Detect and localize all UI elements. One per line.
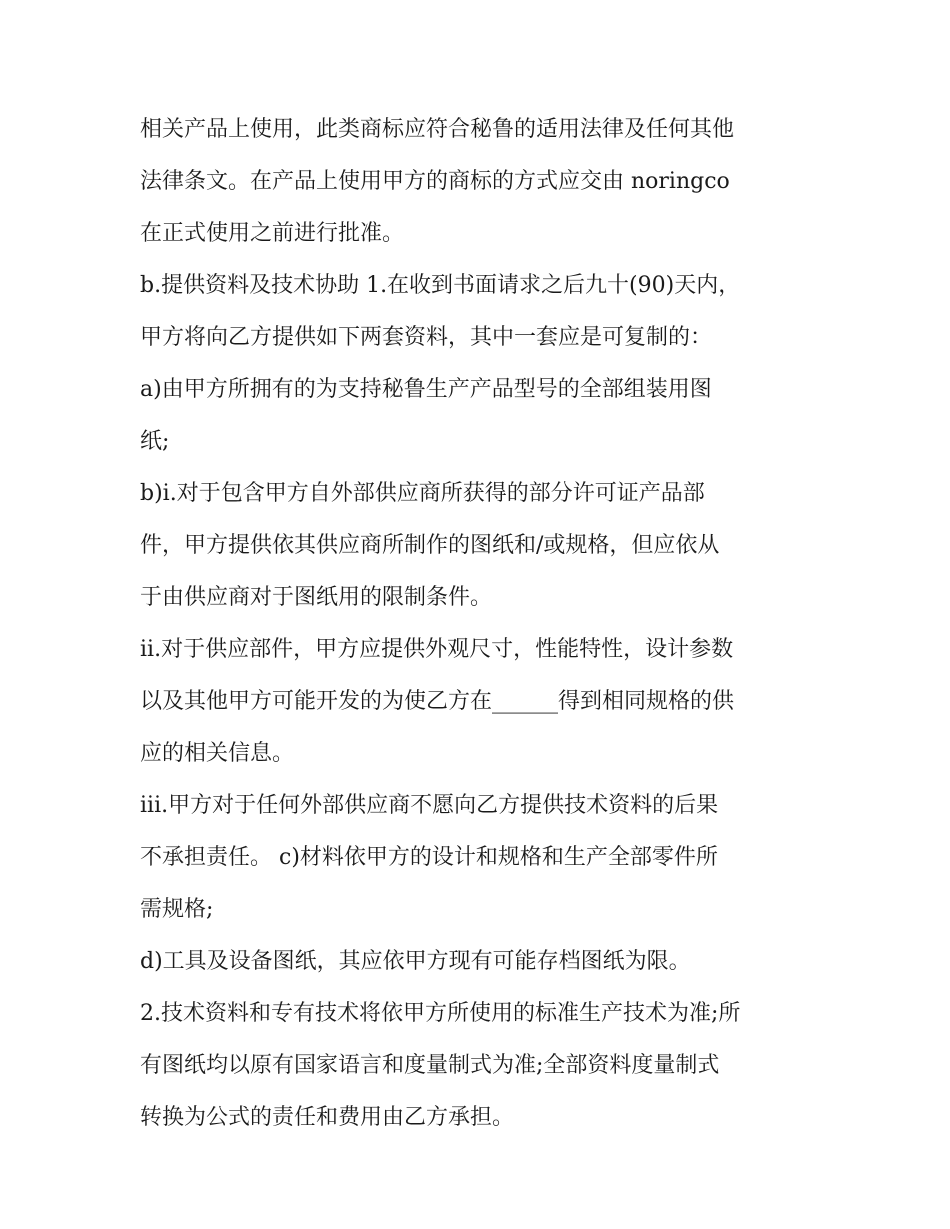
- document-body: [140, 104, 840, 1144]
- text-line: 于由供应商对于图纸用的限制条件。: [140, 585, 493, 610]
- text-line: d)工具及设备图纸，其应依甲方现有可能存档图纸为限。: [140, 949, 691, 974]
- text-line: 转换为公式的责任和费用由乙方承担。: [140, 1105, 515, 1130]
- text-line: 在正式使用之前进行批准。: [140, 221, 405, 246]
- text-line: 法律条文。在产品上使用甲方的商标的方式应交由 noringco: [140, 169, 730, 194]
- text-line: 不承担责任。 c)材料依甲方的设计和规格和生产全部零件所: [140, 845, 718, 870]
- text-line: 件，甲方提供依其供应商所制作的图纸和/或规格，但应依从: [140, 533, 720, 558]
- text-line: 甲方将向乙方提供如下两套资料，其中一套应是可复制的：: [140, 325, 713, 350]
- text-line: 应的相关信息。: [140, 741, 295, 766]
- text-line: iii.甲方对于任何外部供应商不愿向乙方提供技术资料的后果: [140, 793, 719, 818]
- text-line: b.提供资料及技术协助 1.在收到书面请求之后九十(90)天内，: [140, 273, 741, 298]
- text-line: ii.对于供应部件，甲方应提供外观尺寸，性能特性，设计参数: [140, 637, 734, 662]
- text-line: 以及其他甲方可能开发的为使乙方在______得到相同规格的供: [140, 689, 735, 714]
- text-line: 相关产品上使用，此类商标应符合秘鲁的适用法律及任何其他: [140, 117, 735, 142]
- text-line: 需规格;: [140, 897, 214, 922]
- text-line: 纸;: [140, 429, 170, 454]
- text-line: b)i.对于包含甲方自外部供应商所获得的部分许可证产品部: [140, 481, 705, 506]
- text-line: 2.技术资料和专有技术将依甲方所使用的标准生产技术为准;所: [140, 1001, 741, 1026]
- text-line: a)由甲方所拥有的为支持秘鲁生产产品型号的全部组装用图: [140, 377, 712, 402]
- text-line: 有图纸均以原有国家语言和度量制式为准;全部资料度量制式: [140, 1053, 720, 1078]
